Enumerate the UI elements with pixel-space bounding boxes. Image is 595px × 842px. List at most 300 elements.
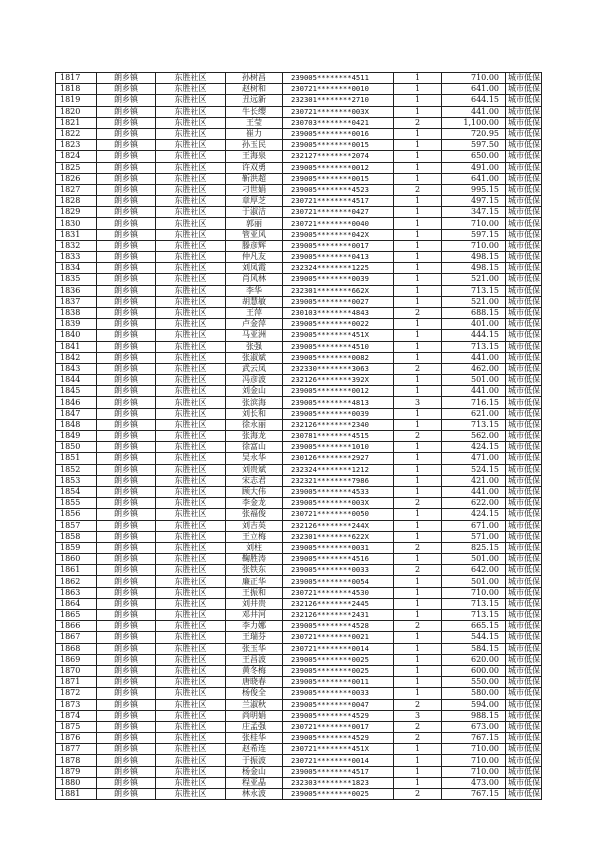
name-cell: 鞠胜涛: [226, 554, 283, 565]
table-row: [56, 453, 542, 464]
name-cell: 于振波: [226, 755, 283, 766]
name-cell: 冯彦波: [226, 375, 283, 386]
town-cell: 朗乡镇: [97, 498, 156, 509]
row-number: 1844: [56, 375, 97, 386]
aid-type-cell: 城市低保: [506, 84, 542, 95]
household-size-cell: 1: [394, 509, 442, 520]
town-cell: 朗乡镇: [97, 442, 156, 453]
row-number: 1851: [56, 453, 97, 464]
table-row: [56, 755, 542, 766]
table-row: [56, 744, 542, 755]
community-cell: 东胜社区: [156, 229, 226, 240]
table-row: [56, 498, 542, 509]
community-cell: 东胜社区: [156, 140, 226, 151]
town-cell: 朗乡镇: [97, 84, 156, 95]
community-cell: 东胜社区: [156, 84, 226, 95]
community-cell: 东胜社区: [156, 699, 226, 710]
town-cell: 朗乡镇: [97, 554, 156, 565]
table-row: [56, 610, 542, 621]
name-cell: 孙树昌: [226, 73, 283, 84]
community-cell: 东胜社区: [156, 386, 226, 397]
name-cell: 顾大伟: [226, 486, 283, 497]
amount-cell: 471.00: [442, 453, 506, 464]
community-cell: 东胜社区: [156, 106, 226, 117]
id-number-cell: 239005********0012: [283, 162, 394, 173]
id-number-cell: 239005********4517: [283, 766, 394, 777]
id-number-cell: 232321********7986: [283, 475, 394, 486]
amount-cell: 671.00: [442, 520, 506, 531]
row-number: 1818: [56, 84, 97, 95]
id-number-cell: 239005********4523: [283, 184, 394, 195]
id-number-cell: 239005********0033: [283, 565, 394, 576]
amount-cell: 825.15: [442, 542, 506, 553]
aid-type-cell: 城市低保: [506, 643, 542, 654]
table-row: [56, 766, 542, 777]
aid-type-cell: 城市低保: [506, 733, 542, 744]
community-cell: 东胜社区: [156, 654, 226, 665]
aid-type-cell: 城市低保: [506, 632, 542, 643]
table-row: [56, 229, 542, 240]
amount-cell: 347.15: [442, 207, 506, 218]
household-size-cell: 2: [394, 498, 442, 509]
town-cell: 朗乡镇: [97, 184, 156, 195]
town-cell: 朗乡镇: [97, 341, 156, 352]
name-cell: 吴永华: [226, 453, 283, 464]
community-cell: 东胜社区: [156, 677, 226, 688]
household-size-cell: 1: [394, 610, 442, 621]
household-size-cell: 1: [394, 252, 442, 263]
name-cell: 肖风林: [226, 274, 283, 285]
aid-type-cell: 城市低保: [506, 274, 542, 285]
row-number: 1877: [56, 744, 97, 755]
household-size-cell: 2: [394, 699, 442, 710]
amount-cell: 491.00: [442, 162, 506, 173]
aid-type-cell: 城市低保: [506, 128, 542, 139]
town-cell: 朗乡镇: [97, 509, 156, 520]
amount-cell: 441.00: [442, 352, 506, 363]
aid-type-cell: 城市低保: [506, 464, 542, 475]
id-number-cell: 239005********4511: [283, 73, 394, 84]
aid-type-cell: 城市低保: [506, 509, 542, 520]
id-number-cell: 230103********4843: [283, 307, 394, 318]
table-row: [56, 140, 542, 151]
community-cell: 东胜社区: [156, 643, 226, 654]
aid-type-cell: 城市低保: [506, 677, 542, 688]
id-number-cell: 239005********0054: [283, 576, 394, 587]
town-cell: 朗乡镇: [97, 677, 156, 688]
name-cell: 刘长和: [226, 408, 283, 419]
name-cell: 刘贵斌: [226, 464, 283, 475]
table-row: [56, 777, 542, 788]
table-row: [56, 128, 542, 139]
community-cell: 东胜社区: [156, 319, 226, 330]
id-number-cell: 239005********0027: [283, 296, 394, 307]
table-row: [56, 363, 542, 374]
name-cell: 刘吉英: [226, 520, 283, 531]
aid-type-cell: 城市低保: [506, 285, 542, 296]
id-number-cell: 232301********662X: [283, 285, 394, 296]
aid-type-cell: 城市低保: [506, 162, 542, 173]
town-cell: 朗乡镇: [97, 744, 156, 755]
name-cell: 李金龙: [226, 498, 283, 509]
aid-type-cell: 城市低保: [506, 520, 542, 531]
household-size-cell: 1: [394, 218, 442, 229]
amount-cell: 424.15: [442, 442, 506, 453]
aid-type-cell: 城市低保: [506, 486, 542, 497]
table-row: [56, 73, 542, 84]
amount-cell: 441.00: [442, 106, 506, 117]
id-number-cell: 239005********0012: [283, 386, 394, 397]
household-size-cell: 1: [394, 173, 442, 184]
household-size-cell: 1: [394, 84, 442, 95]
aid-type-cell: 城市低保: [506, 296, 542, 307]
amount-cell: 713.15: [442, 285, 506, 296]
community-cell: 东胜社区: [156, 632, 226, 643]
row-number: 1872: [56, 688, 97, 699]
id-number-cell: 239005********0031: [283, 542, 394, 553]
name-cell: 王海泉: [226, 151, 283, 162]
table-row: [56, 542, 542, 553]
id-number-cell: 239005********0082: [283, 352, 394, 363]
household-size-cell: 2: [394, 621, 442, 632]
table-row: [56, 677, 542, 688]
community-cell: 东胜社区: [156, 789, 226, 800]
household-size-cell: 1: [394, 442, 442, 453]
table-row: [56, 431, 542, 442]
household-size-cell: 1: [394, 263, 442, 274]
amount-cell: 600.00: [442, 665, 506, 676]
name-cell: 张滨海: [226, 397, 283, 408]
community-cell: 东胜社区: [156, 341, 226, 352]
table-row: [56, 296, 542, 307]
row-number: 1824: [56, 151, 97, 162]
amount-cell: 710.00: [442, 218, 506, 229]
town-cell: 朗乡镇: [97, 486, 156, 497]
table-row: [56, 218, 542, 229]
town-cell: 朗乡镇: [97, 610, 156, 621]
table-row: [56, 341, 542, 352]
row-number: 1855: [56, 498, 97, 509]
name-cell: 牛长缨: [226, 106, 283, 117]
aid-type-cell: 城市低保: [506, 654, 542, 665]
town-cell: 朗乡镇: [97, 733, 156, 744]
id-number-cell: 230721********003X: [283, 106, 394, 117]
town-cell: 朗乡镇: [97, 73, 156, 84]
household-size-cell: 1: [394, 330, 442, 341]
id-number-cell: 239005********1010: [283, 442, 394, 453]
aid-type-cell: 城市低保: [506, 542, 542, 553]
household-size-cell: 1: [394, 643, 442, 654]
name-cell: 武云凤: [226, 363, 283, 374]
town-cell: 朗乡镇: [97, 218, 156, 229]
amount-cell: 521.00: [442, 296, 506, 307]
table-row: [56, 509, 542, 520]
town-cell: 朗乡镇: [97, 252, 156, 263]
table-row: [56, 240, 542, 251]
row-number: 1858: [56, 531, 97, 542]
aid-type-cell: 城市低保: [506, 755, 542, 766]
town-cell: 朗乡镇: [97, 654, 156, 665]
row-number: 1862: [56, 576, 97, 587]
household-size-cell: 1: [394, 240, 442, 251]
community-cell: 东胜社区: [156, 733, 226, 744]
aid-type-cell: 城市低保: [506, 699, 542, 710]
table-row: [56, 196, 542, 207]
row-number: 1865: [56, 610, 97, 621]
community-cell: 东胜社区: [156, 173, 226, 184]
community-cell: 东胜社区: [156, 431, 226, 442]
household-size-cell: 1: [394, 554, 442, 565]
name-cell: 宋志君: [226, 475, 283, 486]
row-number: 1881: [56, 789, 97, 800]
amount-cell: 710.00: [442, 744, 506, 755]
row-number: 1860: [56, 554, 97, 565]
community-cell: 东胜社区: [156, 240, 226, 251]
town-cell: 朗乡镇: [97, 196, 156, 207]
table-row: [56, 531, 542, 542]
community-cell: 东胜社区: [156, 218, 226, 229]
town-cell: 朗乡镇: [97, 542, 156, 553]
town-cell: 朗乡镇: [97, 643, 156, 654]
table-row: [56, 207, 542, 218]
name-cell: 于淑洁: [226, 207, 283, 218]
aid-type-cell: 城市低保: [506, 95, 542, 106]
community-cell: 东胜社区: [156, 419, 226, 430]
amount-cell: 597.50: [442, 140, 506, 151]
row-number: 1864: [56, 598, 97, 609]
community-cell: 东胜社区: [156, 509, 226, 520]
name-cell: 郭丽: [226, 218, 283, 229]
amount-cell: 710.00: [442, 73, 506, 84]
name-cell: 刘凤霞: [226, 263, 283, 274]
aid-type-cell: 城市低保: [506, 341, 542, 352]
row-number: 1842: [56, 352, 97, 363]
community-cell: 东胜社区: [156, 442, 226, 453]
community-cell: 东胜社区: [156, 464, 226, 475]
community-cell: 东胜社区: [156, 688, 226, 699]
town-cell: 朗乡镇: [97, 576, 156, 587]
name-cell: 王瑞芬: [226, 632, 283, 643]
row-number: 1870: [56, 665, 97, 676]
amount-cell: 713.15: [442, 598, 506, 609]
town-cell: 朗乡镇: [97, 296, 156, 307]
id-number-cell: 239005********042X: [283, 229, 394, 240]
name-cell: 张铁东: [226, 565, 283, 576]
id-number-cell: 232324********1212: [283, 464, 394, 475]
name-cell: 林永波: [226, 789, 283, 800]
amount-cell: 1,100.00: [442, 117, 506, 128]
name-cell: 章厚芝: [226, 196, 283, 207]
id-number-cell: 239005********0022: [283, 319, 394, 330]
row-number: 1839: [56, 319, 97, 330]
amount-cell: 642.00: [442, 565, 506, 576]
table-row: [56, 565, 542, 576]
table-row: [56, 520, 542, 531]
aid-type-cell: 城市低保: [506, 352, 542, 363]
community-cell: 东胜社区: [156, 721, 226, 732]
id-number-cell: 230721********0050: [283, 509, 394, 520]
row-number: 1879: [56, 766, 97, 777]
household-size-cell: 1: [394, 654, 442, 665]
name-cell: 徐富山: [226, 442, 283, 453]
community-cell: 东胜社区: [156, 285, 226, 296]
community-cell: 东胜社区: [156, 621, 226, 632]
table-row: [56, 84, 542, 95]
table-row: [56, 598, 542, 609]
name-cell: 崔力: [226, 128, 283, 139]
town-cell: 朗乡镇: [97, 397, 156, 408]
community-cell: 东胜社区: [156, 486, 226, 497]
household-size-cell: 1: [394, 352, 442, 363]
amount-cell: 713.15: [442, 419, 506, 430]
row-number: 1852: [56, 464, 97, 475]
community-cell: 东胜社区: [156, 542, 226, 553]
aid-type-cell: 城市低保: [506, 688, 542, 699]
amount-cell: 720.95: [442, 128, 506, 139]
id-number-cell: 232324********1225: [283, 263, 394, 274]
aid-type-cell: 城市低保: [506, 73, 542, 84]
town-cell: 朗乡镇: [97, 688, 156, 699]
name-cell: 张强: [226, 341, 283, 352]
amount-cell: 995.15: [442, 184, 506, 195]
town-cell: 朗乡镇: [97, 285, 156, 296]
id-number-cell: 232126********244X: [283, 520, 394, 531]
name-cell: 管亚风: [226, 229, 283, 240]
amount-cell: 713.15: [442, 610, 506, 621]
town-cell: 朗乡镇: [97, 587, 156, 598]
town-cell: 朗乡镇: [97, 766, 156, 777]
town-cell: 朗乡镇: [97, 453, 156, 464]
row-number: 1837: [56, 296, 97, 307]
aid-type-cell: 城市低保: [506, 363, 542, 374]
aid-type-cell: 城市低保: [506, 576, 542, 587]
id-number-cell: 232126********2445: [283, 598, 394, 609]
row-number: 1836: [56, 285, 97, 296]
table-row: [56, 632, 542, 643]
table-row: [56, 733, 542, 744]
household-size-cell: 2: [394, 789, 442, 800]
amount-cell: 710.00: [442, 755, 506, 766]
community-cell: 东胜社区: [156, 777, 226, 788]
row-number: 1830: [56, 218, 97, 229]
household-size-cell: 1: [394, 196, 442, 207]
town-cell: 朗乡镇: [97, 117, 156, 128]
community-cell: 东胜社区: [156, 554, 226, 565]
community-cell: 东胜社区: [156, 184, 226, 195]
amount-cell: 441.00: [442, 486, 506, 497]
row-number: 1841: [56, 341, 97, 352]
id-number-cell: 239005********0413: [283, 252, 394, 263]
town-cell: 朗乡镇: [97, 621, 156, 632]
community-cell: 东胜社区: [156, 95, 226, 106]
id-number-cell: 230721********0017: [283, 721, 394, 732]
id-number-cell: 230721********0040: [283, 218, 394, 229]
town-cell: 朗乡镇: [97, 330, 156, 341]
town-cell: 朗乡镇: [97, 140, 156, 151]
aid-type-cell: 城市低保: [506, 386, 542, 397]
amount-cell: 571.00: [442, 531, 506, 542]
row-number: 1849: [56, 431, 97, 442]
community-cell: 东胜社区: [156, 587, 226, 598]
amount-cell: 501.00: [442, 375, 506, 386]
name-cell: 赵希连: [226, 744, 283, 755]
id-number-cell: 239005********0015: [283, 173, 394, 184]
name-cell: 王振和: [226, 587, 283, 598]
table-row: [56, 375, 542, 386]
amount-cell: 441.00: [442, 386, 506, 397]
amount-cell: 497.15: [442, 196, 506, 207]
id-number-cell: 230721********0427: [283, 207, 394, 218]
amount-cell: 498.15: [442, 252, 506, 263]
id-number-cell: 239005********4516: [283, 554, 394, 565]
id-number-cell: 239005********003X: [283, 498, 394, 509]
amount-cell: 621.00: [442, 408, 506, 419]
household-size-cell: 2: [394, 363, 442, 374]
row-number: 1843: [56, 363, 97, 374]
table-row: [56, 162, 542, 173]
amount-cell: 620.00: [442, 654, 506, 665]
community-cell: 东胜社区: [156, 151, 226, 162]
table-row: [56, 263, 542, 274]
table-row: [56, 397, 542, 408]
name-cell: 孙玉民: [226, 140, 283, 151]
table-row: [56, 710, 542, 721]
id-number-cell: 230721********0014: [283, 643, 394, 654]
household-size-cell: 2: [394, 307, 442, 318]
town-cell: 朗乡镇: [97, 240, 156, 251]
id-number-cell: 230721********4530: [283, 587, 394, 598]
row-number: 1820: [56, 106, 97, 117]
row-number: 1848: [56, 419, 97, 430]
town-cell: 朗乡镇: [97, 777, 156, 788]
table-row: [56, 319, 542, 330]
id-number-cell: 239005********0033: [283, 688, 394, 699]
table-row: [56, 419, 542, 430]
name-cell: 卢金萍: [226, 319, 283, 330]
name-cell: 仲凡友: [226, 252, 283, 263]
aid-type-cell: 城市低保: [506, 419, 542, 430]
household-size-cell: 1: [394, 274, 442, 285]
household-size-cell: 1: [394, 598, 442, 609]
table-row: [56, 721, 542, 732]
name-cell: 丑远新: [226, 95, 283, 106]
row-number: 1819: [56, 95, 97, 106]
id-number-cell: 239005********0015: [283, 140, 394, 151]
aid-type-cell: 城市低保: [506, 184, 542, 195]
amount-cell: 580.00: [442, 688, 506, 699]
table-body: [56, 73, 542, 800]
table-row: [56, 442, 542, 453]
household-size-cell: 1: [394, 375, 442, 386]
household-size-cell: 1: [394, 140, 442, 151]
row-number: 1876: [56, 733, 97, 744]
row-number: 1834: [56, 263, 97, 274]
name-cell: 刘井贵: [226, 598, 283, 609]
row-number: 1857: [56, 520, 97, 531]
household-size-cell: 1: [394, 128, 442, 139]
amount-cell: 421.00: [442, 475, 506, 486]
amount-cell: 644.15: [442, 95, 506, 106]
household-size-cell: 2: [394, 184, 442, 195]
town-cell: 朗乡镇: [97, 352, 156, 363]
name-cell: 杨俊全: [226, 688, 283, 699]
table-row: [56, 621, 542, 632]
amount-cell: 710.00: [442, 766, 506, 777]
id-number-cell: 230126********2927: [283, 453, 394, 464]
community-cell: 东胜社区: [156, 207, 226, 218]
amount-cell: 501.00: [442, 576, 506, 587]
aid-type-cell: 城市低保: [506, 408, 542, 419]
